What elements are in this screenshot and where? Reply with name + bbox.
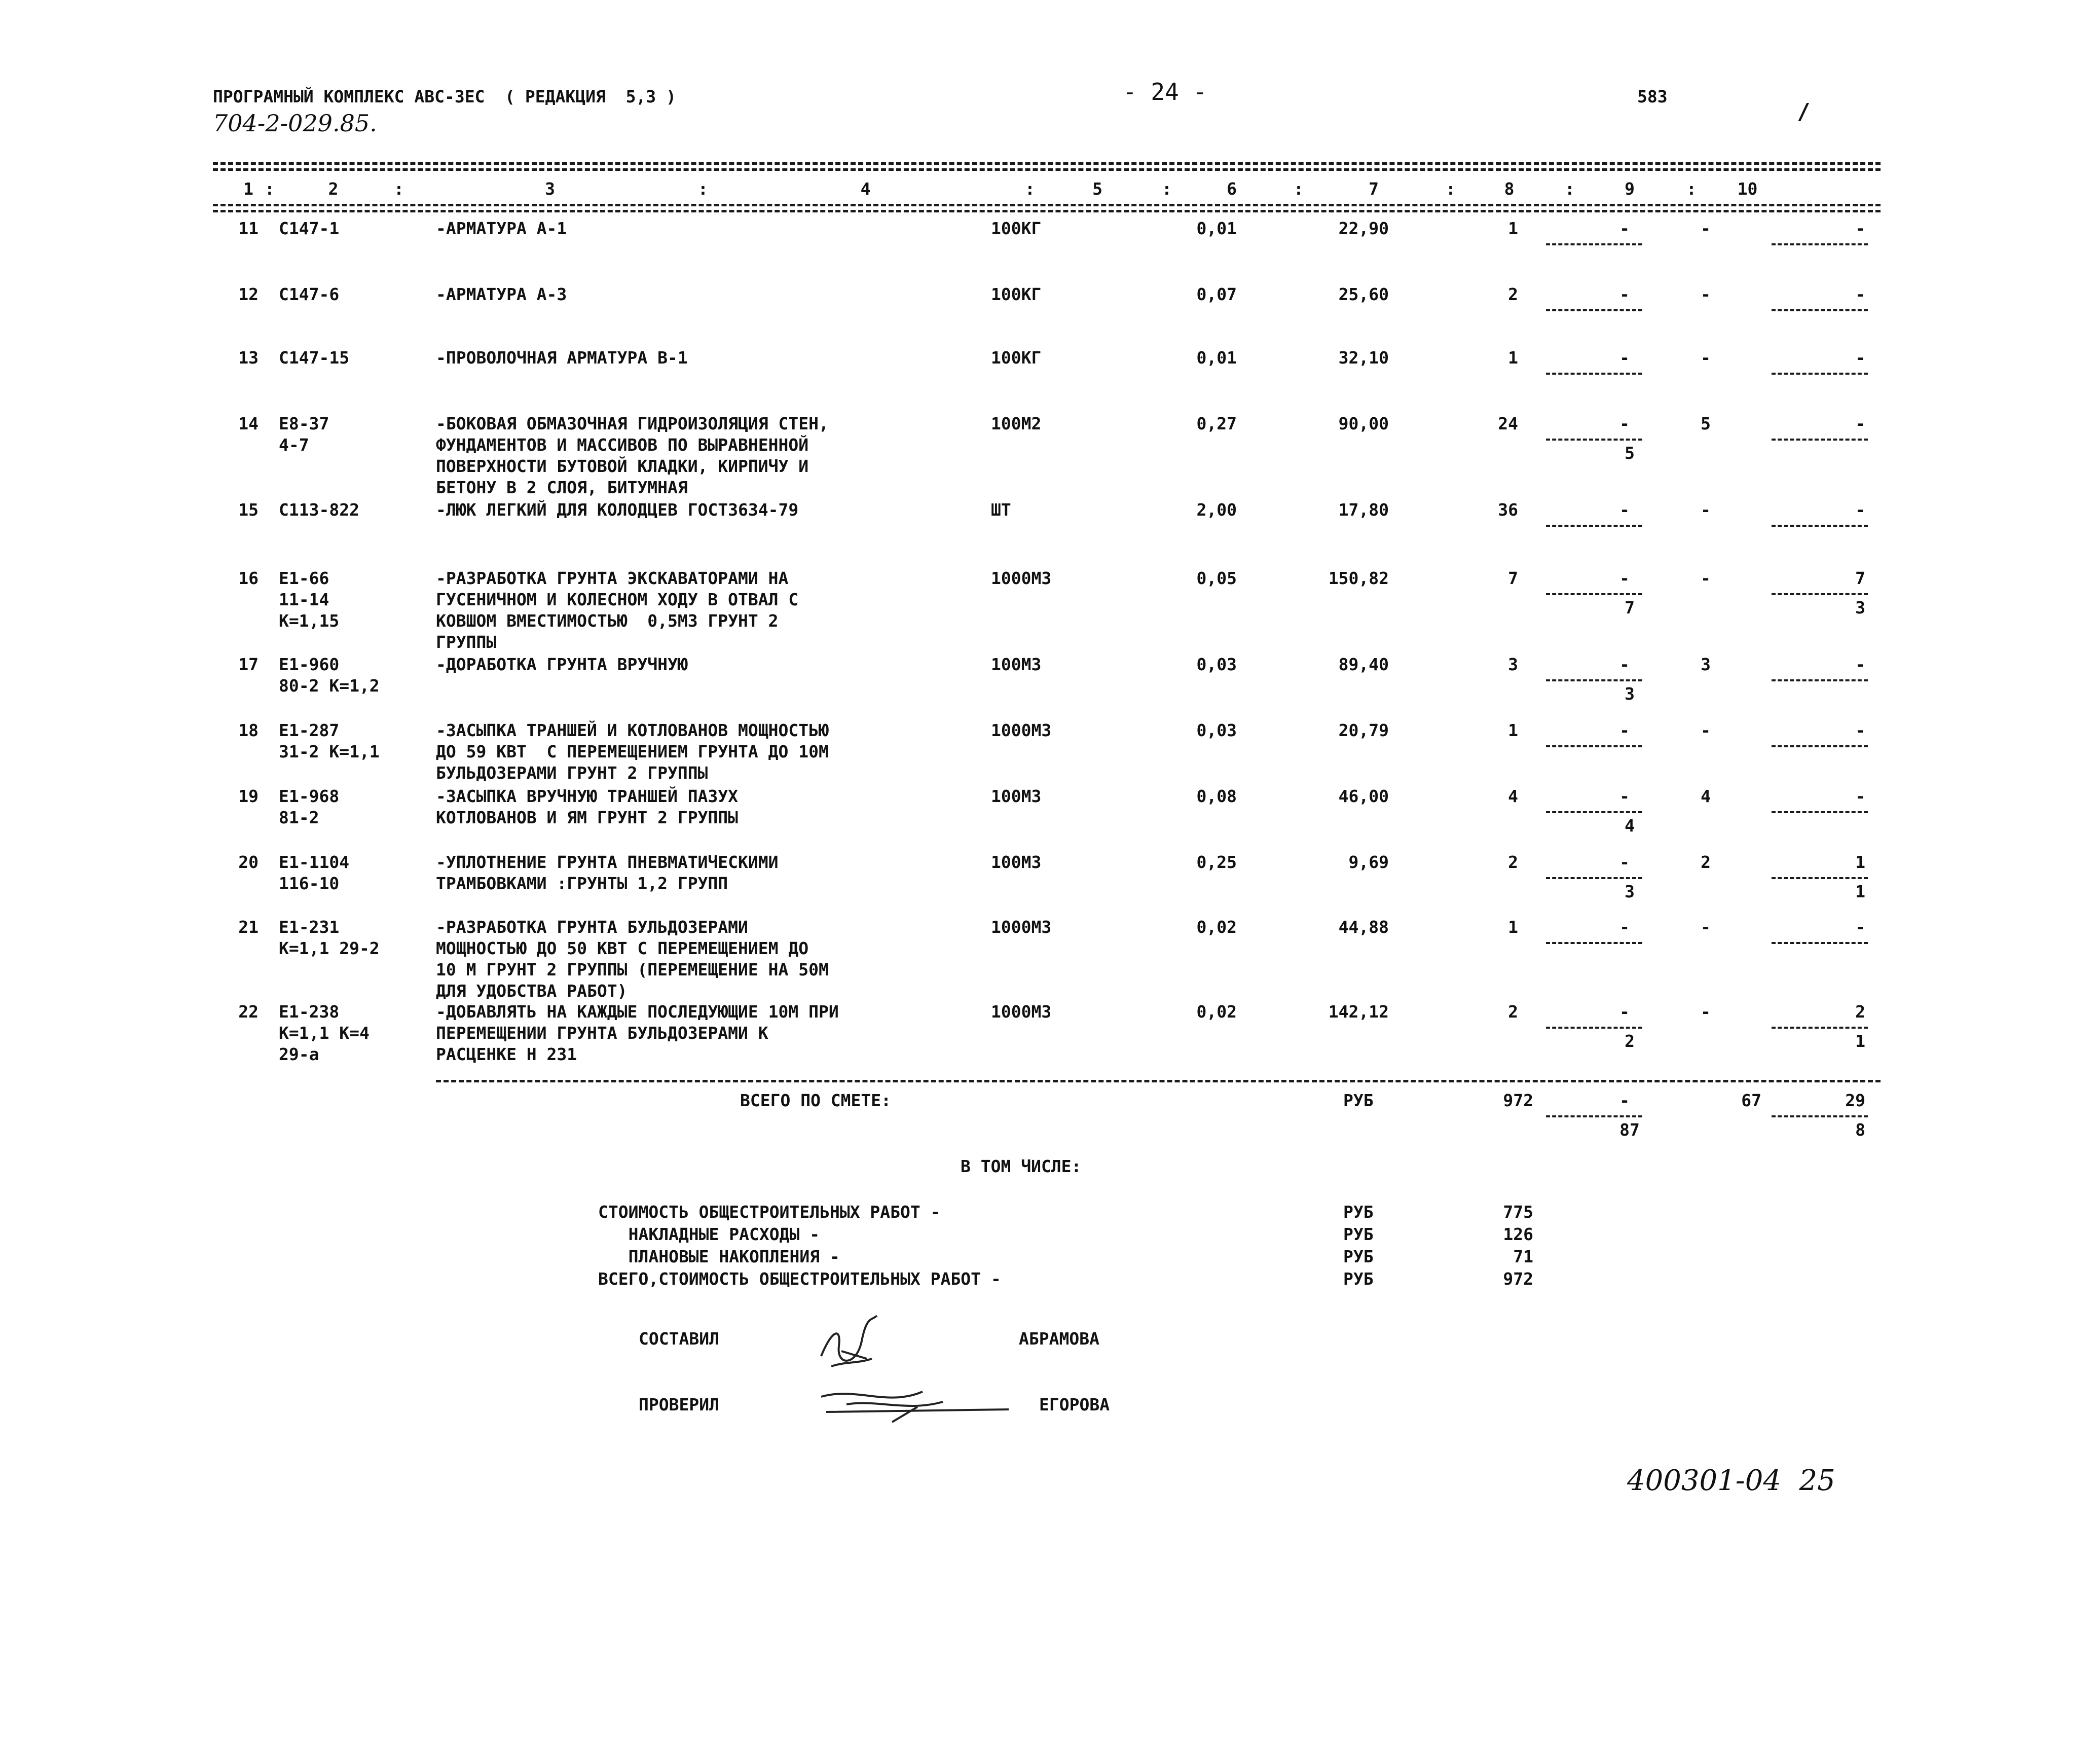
unit-price: 9,69 <box>1348 852 1389 872</box>
pricing-code: Е1-238 <box>279 1002 340 1022</box>
column-header-5: 5 <box>1092 179 1102 199</box>
col8-top: - <box>1619 720 1630 740</box>
summary-value: 126 <box>1503 1224 1533 1244</box>
col8-bottom: 3 <box>1625 684 1635 704</box>
document-code: 704-2-029.85. <box>213 110 377 137</box>
work-description: ГРУППЫ <box>436 632 497 652</box>
column-header-1: 1 <box>243 179 253 199</box>
total-cost: 24 <box>1498 414 1518 433</box>
including-label: В ТОМ ЧИСЛЕ: <box>961 1156 1082 1176</box>
work-description: ПЕРЕМЕЩЕНИИ ГРУНТА БУЛЬДОЗЕРАМИ К <box>436 1023 768 1043</box>
col9-value: 5 <box>1701 414 1711 433</box>
work-description: -УПЛОТНЕНИЕ ГРУНТА ПНЕВМАТИЧЕСКИМИ <box>436 852 779 872</box>
col9-value: 3 <box>1701 655 1711 674</box>
quantity: 0,27 <box>1196 414 1237 433</box>
col10-rule <box>1772 811 1868 813</box>
total-label: ВСЕГО ПО СМЕТЕ: <box>740 1091 892 1110</box>
col8-rule <box>1546 745 1642 747</box>
unit-price: 20,79 <box>1338 720 1389 740</box>
summary-unit: РУБ <box>1343 1247 1374 1266</box>
header-bottom-rule <box>213 204 1881 206</box>
column-separator: : <box>698 179 708 199</box>
col8-bottom: 5 <box>1625 443 1635 463</box>
col10-rule <box>1772 525 1868 527</box>
total-cost: 2 <box>1508 1002 1518 1022</box>
row-number: 16 <box>238 568 259 588</box>
col8-bottom: 4 <box>1625 816 1635 836</box>
total-col9: 67 <box>1741 1091 1761 1110</box>
col8-top: - <box>1619 348 1630 368</box>
work-description: ДО 59 КВТ С ПЕРЕМЕЩЕНИЕМ ГРУНТА ДО 10М <box>436 742 829 761</box>
quantity: 2,00 <box>1196 500 1237 520</box>
col9-value: - <box>1701 1002 1711 1022</box>
col10-rule <box>1772 679 1868 681</box>
row-number: 13 <box>238 348 259 368</box>
work-description: -АРМАТУРА А-3 <box>436 284 567 304</box>
compiled-by-label: СОСТАВИЛ <box>639 1329 719 1349</box>
quantity: 0,05 <box>1196 568 1237 588</box>
col8-rule <box>1546 811 1642 813</box>
col10-top: - <box>1855 786 1865 806</box>
signature-abramova <box>811 1311 897 1376</box>
summary-value: 71 <box>1513 1247 1533 1266</box>
col9-value: 2 <box>1701 852 1711 872</box>
work-description: -ЗАСЫПКА ТРАНШЕЙ И КОТЛОВАНОВ МОЩНОСТЬЮ <box>436 720 829 740</box>
unit-price: 25,60 <box>1338 284 1389 304</box>
unit: 100КГ <box>991 348 1042 368</box>
unit: 100КГ <box>991 284 1042 304</box>
checked-by-name: ЕГОРОВА <box>1039 1395 1110 1414</box>
pricing-code: Е1-1104 <box>279 852 350 872</box>
total-cost: 4 <box>1508 786 1518 806</box>
col8-top: - <box>1619 219 1630 238</box>
unit: 100КГ <box>991 219 1042 238</box>
column-header-7: 7 <box>1369 179 1379 199</box>
pricing-code: 80-2 К=1,2 <box>279 676 380 696</box>
work-description: ТРАМБОВКАМИ :ГРУНТЫ 1,2 ГРУПП <box>436 874 728 893</box>
column-header-3: 3 <box>545 179 555 199</box>
col10-rule <box>1772 439 1868 441</box>
column-header-10: 10 <box>1737 179 1758 199</box>
work-description: -РАЗРАБОТКА ГРУНТА ЭКСКАВАТОРАМИ НА <box>436 568 789 588</box>
pricing-code: Е1-287 <box>279 720 340 740</box>
col8-bottom: 2 <box>1625 1031 1635 1051</box>
header-bottom-rule-2 <box>213 210 1881 212</box>
pricing-code: Е1-960 <box>279 655 340 674</box>
quantity: 0,08 <box>1196 786 1237 806</box>
unit-price: 150,82 <box>1328 568 1389 588</box>
pricing-code: С113-822 <box>279 500 359 520</box>
summary-unit: РУБ <box>1343 1224 1374 1244</box>
column-separator: : <box>1162 179 1172 199</box>
unit: 100М3 <box>991 852 1042 872</box>
work-description: -ЗАСЫПКА ВРУЧНУЮ ТРАНШЕЙ ПАЗУХ <box>436 786 739 806</box>
work-description: 10 М ГРУНТ 2 ГРУППЫ (ПЕРЕМЕЩЕНИЕ НА 50М <box>436 960 829 979</box>
unit: 1000М3 <box>991 917 1052 937</box>
pricing-code: Е1-968 <box>279 786 340 806</box>
col10-top: 1 <box>1855 852 1865 872</box>
work-description: ГУСЕНИЧНОМ И КОЛЕСНОМ ХОДУ В ОТВАЛ С <box>436 590 799 609</box>
row-number: 21 <box>238 917 259 937</box>
col10-top: - <box>1855 500 1865 520</box>
col8-rule <box>1546 679 1642 681</box>
pricing-code: 31-2 К=1,1 <box>279 742 380 761</box>
total-cost: 1 <box>1508 219 1518 238</box>
quantity: 0,02 <box>1196 917 1237 937</box>
total-cost: 2 <box>1508 284 1518 304</box>
quantity: 0,01 <box>1196 219 1237 238</box>
col10-top: - <box>1855 348 1865 368</box>
unit-price: 90,00 <box>1338 414 1389 433</box>
work-description: БУЛЬДОЗЕРАМИ ГРУНТ 2 ГРУППЫ <box>436 763 708 783</box>
work-description: -ЛЮК ЛЕГКИЙ ДЛЯ КОЛОДЦЕВ ГОСТ3634-79 <box>436 500 799 520</box>
row-number: 14 <box>238 414 259 433</box>
unit: 100М2 <box>991 414 1042 433</box>
work-description: КОВШОМ ВМЕСТИМОСТЬЮ 0,5М3 ГРУНТ 2 <box>436 611 779 631</box>
col8-rule <box>1546 942 1642 944</box>
column-header-9: 9 <box>1625 179 1635 199</box>
summary-value: 775 <box>1503 1202 1533 1222</box>
col8-rule <box>1546 439 1642 441</box>
col10-bottom: 1 <box>1855 1031 1865 1051</box>
pricing-code: 4-7 <box>279 435 309 455</box>
quantity: 0,07 <box>1196 284 1237 304</box>
col8-top: - <box>1619 568 1630 588</box>
table-top-rule-2 <box>213 168 1881 171</box>
checked-by-label: ПРОВЕРИЛ <box>639 1395 719 1414</box>
pricing-code: 81-2 <box>279 808 319 827</box>
column-separator: : <box>1686 179 1697 199</box>
pricing-code: С147-6 <box>279 284 340 304</box>
summary-unit: РУБ <box>1343 1202 1374 1222</box>
work-description: -АРМАТУРА А-1 <box>436 219 567 238</box>
archive-stamp: 400301-04 25 <box>1627 1464 1835 1497</box>
col9-value: - <box>1701 917 1711 937</box>
total-sum: 972 <box>1503 1091 1533 1110</box>
total-col10-rule <box>1772 1115 1868 1117</box>
total-col10-bottom: 8 <box>1855 1120 1865 1140</box>
pricing-code: К=1,1 29-2 <box>279 938 380 958</box>
work-description: ПОВЕРХНОСТИ БУТОВОЙ КЛАДКИ, КИРПИЧУ И <box>436 456 809 476</box>
work-description: -ДОБАВЛЯТЬ НА КАЖДЫЕ ПОСЛЕДУЮЩИЕ 10М ПРИ <box>436 1002 839 1022</box>
col8-rule <box>1546 525 1642 527</box>
total-unit: РУБ <box>1343 1091 1374 1110</box>
col10-top: - <box>1855 219 1865 238</box>
row-number: 18 <box>238 720 259 740</box>
unit-price: 22,90 <box>1338 219 1389 238</box>
pricing-code: С147-15 <box>279 348 350 368</box>
col9-value: - <box>1701 720 1711 740</box>
col8-top: - <box>1619 414 1630 433</box>
pricing-code: К=1,15 <box>279 611 340 631</box>
pricing-code: Е1-66 <box>279 568 329 588</box>
column-separator: : <box>394 179 404 199</box>
row-number: 11 <box>238 219 259 238</box>
col8-rule <box>1546 877 1642 879</box>
col8-top: - <box>1619 786 1630 806</box>
pricing-code: 29-а <box>279 1044 319 1064</box>
summary-label: ВСЕГО,СТОИМОСТЬ ОБЩЕСТРОИТЕЛЬНЫХ РАБОТ - <box>598 1269 1001 1289</box>
work-description: БЕТОНУ В 2 СЛОЯ, БИТУМНАЯ <box>436 478 688 497</box>
col9-value: - <box>1701 284 1711 304</box>
col10-rule <box>1772 877 1868 879</box>
total-col8-top: - <box>1619 1091 1630 1110</box>
col10-rule <box>1772 309 1868 311</box>
work-description: -ПРОВОЛОЧНАЯ АРМАТУРА В-1 <box>436 348 688 368</box>
unit-price: 32,10 <box>1338 348 1389 368</box>
col10-top: - <box>1855 414 1865 433</box>
program-header: ПРОГРАМНЫЙ КОМПЛЕКС АВС-ЗЕС ( РЕДАКЦИЯ 5,3 ) <box>213 87 676 106</box>
total-col10-top: 29 <box>1845 1091 1865 1110</box>
total-cost: 2 <box>1508 852 1518 872</box>
unit-price: 142,12 <box>1328 1002 1389 1022</box>
page-number: - 24 - <box>1123 78 1207 105</box>
unit: 1000М3 <box>991 720 1052 740</box>
quantity: 0,25 <box>1196 852 1237 872</box>
work-description: -БОКОВАЯ ОБМАЗОЧНАЯ ГИДРОИЗОЛЯЦИЯ СТЕН, <box>436 414 829 433</box>
unit: 1000М3 <box>991 1002 1052 1022</box>
col8-rule <box>1546 593 1642 595</box>
col10-bottom: 1 <box>1855 882 1865 901</box>
col8-top: - <box>1619 917 1630 937</box>
col8-rule <box>1546 309 1642 311</box>
unit-price: 89,40 <box>1338 655 1389 674</box>
row-number: 19 <box>238 786 259 806</box>
row-number: 22 <box>238 1002 259 1022</box>
corner-mark: / <box>1797 99 1811 125</box>
col8-top: - <box>1619 284 1630 304</box>
total-col8-rule <box>1546 1115 1642 1117</box>
work-description: РАСЦЕНКЕ Н 231 <box>436 1044 577 1064</box>
total-cost: 3 <box>1508 655 1518 674</box>
compiled-by-name: АБРАМОВА <box>1019 1329 1099 1349</box>
col9-value: - <box>1701 348 1711 368</box>
col8-rule <box>1546 243 1642 245</box>
column-header-6: 6 <box>1227 179 1237 199</box>
unit-price: 17,80 <box>1338 500 1389 520</box>
summary-label: ПЛАНОВЫЕ НАКОПЛЕНИЯ - <box>598 1247 840 1266</box>
row-number: 17 <box>238 655 259 674</box>
col10-top: - <box>1855 720 1865 740</box>
col10-rule <box>1772 593 1868 595</box>
row-number: 12 <box>238 284 259 304</box>
col8-top: - <box>1619 852 1630 872</box>
unit: 1000М3 <box>991 568 1052 588</box>
unit: 100М3 <box>991 655 1042 674</box>
unit-price: 44,88 <box>1338 917 1389 937</box>
col9-value: 4 <box>1701 786 1711 806</box>
col8-top: - <box>1619 655 1630 674</box>
col10-top: 2 <box>1855 1002 1865 1022</box>
total-col8-bottom: 87 <box>1619 1120 1640 1140</box>
col10-top: - <box>1855 917 1865 937</box>
col10-rule <box>1772 373 1868 375</box>
pricing-code: Е8-37 <box>279 414 329 433</box>
col10-rule <box>1772 745 1868 747</box>
pricing-code: К=1,1 К=4 <box>279 1023 370 1043</box>
column-separator: : <box>265 179 275 199</box>
col10-top: - <box>1855 655 1865 674</box>
total-cost: 36 <box>1498 500 1518 520</box>
work-description: ДЛЯ УДОБСТВА РАБОТ) <box>436 981 628 1001</box>
col9-value: - <box>1701 500 1711 520</box>
col10-top: - <box>1855 284 1865 304</box>
total-cost: 1 <box>1508 720 1518 740</box>
row-number: 15 <box>238 500 259 520</box>
pricing-code: С147-1 <box>279 219 340 238</box>
col10-rule <box>1772 1027 1868 1029</box>
column-header-2: 2 <box>328 179 339 199</box>
quantity: 0,03 <box>1196 655 1237 674</box>
work-description: -РАЗРАБОТКА ГРУНТА БУЛЬДОЗЕРАМИ <box>436 917 748 937</box>
summary-label: НАКЛАДНЫЕ РАСХОДЫ - <box>598 1224 820 1244</box>
quantity: 0,02 <box>1196 1002 1237 1022</box>
work-description: МОЩНОСТЬЮ ДО 50 КВТ С ПЕРЕМЕЩЕНИЕМ ДО <box>436 938 809 958</box>
column-separator: : <box>1025 179 1035 199</box>
pricing-code: Е1-231 <box>279 917 340 937</box>
work-description: КОТЛОВАНОВ И ЯМ ГРУНТ 2 ГРУППЫ <box>436 808 739 827</box>
summary-value: 972 <box>1503 1269 1533 1289</box>
col10-top: 7 <box>1855 568 1865 588</box>
summary-label: СТОИМОСТЬ ОБЩЕСТРОИТЕЛЬНЫХ РАБОТ - <box>598 1202 941 1222</box>
quantity: 0,03 <box>1196 720 1237 740</box>
pricing-code: 11-14 <box>279 590 329 609</box>
column-header-8: 8 <box>1504 179 1515 199</box>
table-top-rule <box>213 162 1881 165</box>
column-separator: : <box>1446 179 1456 199</box>
total-cost: 1 <box>1508 917 1518 937</box>
work-description: ФУНДАМЕНТОВ И МАССИВОВ ПО ВЫРАВНЕННОЙ <box>436 435 809 455</box>
unit-price: 46,00 <box>1338 786 1389 806</box>
summary-unit: РУБ <box>1343 1269 1374 1289</box>
quantity: 0,01 <box>1196 348 1237 368</box>
work-description: -ДОРАБОТКА ГРУНТА ВРУЧНУЮ <box>436 655 688 674</box>
col10-rule <box>1772 942 1868 944</box>
col8-rule <box>1546 1027 1642 1029</box>
col10-bottom: 3 <box>1855 598 1865 618</box>
col10-rule <box>1772 243 1868 245</box>
col8-bottom: 3 <box>1625 882 1635 901</box>
row-number: 20 <box>238 852 259 872</box>
col8-rule <box>1546 373 1642 375</box>
column-header-4: 4 <box>860 179 871 199</box>
col8-top: - <box>1619 500 1630 520</box>
col8-top: - <box>1619 1002 1630 1022</box>
unit: 100М3 <box>991 786 1042 806</box>
total-rule <box>436 1080 1881 1082</box>
signature-egorova <box>816 1376 1019 1432</box>
sheet-number: 583 <box>1637 87 1668 106</box>
pricing-code: 116-10 <box>279 874 340 893</box>
col8-bottom: 7 <box>1625 598 1635 618</box>
col9-value: - <box>1701 568 1711 588</box>
column-separator: : <box>1565 179 1575 199</box>
total-cost: 1 <box>1508 348 1518 368</box>
column-separator: : <box>1294 179 1304 199</box>
unit: ШТ <box>991 500 1011 520</box>
col9-value: - <box>1701 219 1711 238</box>
total-cost: 7 <box>1508 568 1518 588</box>
